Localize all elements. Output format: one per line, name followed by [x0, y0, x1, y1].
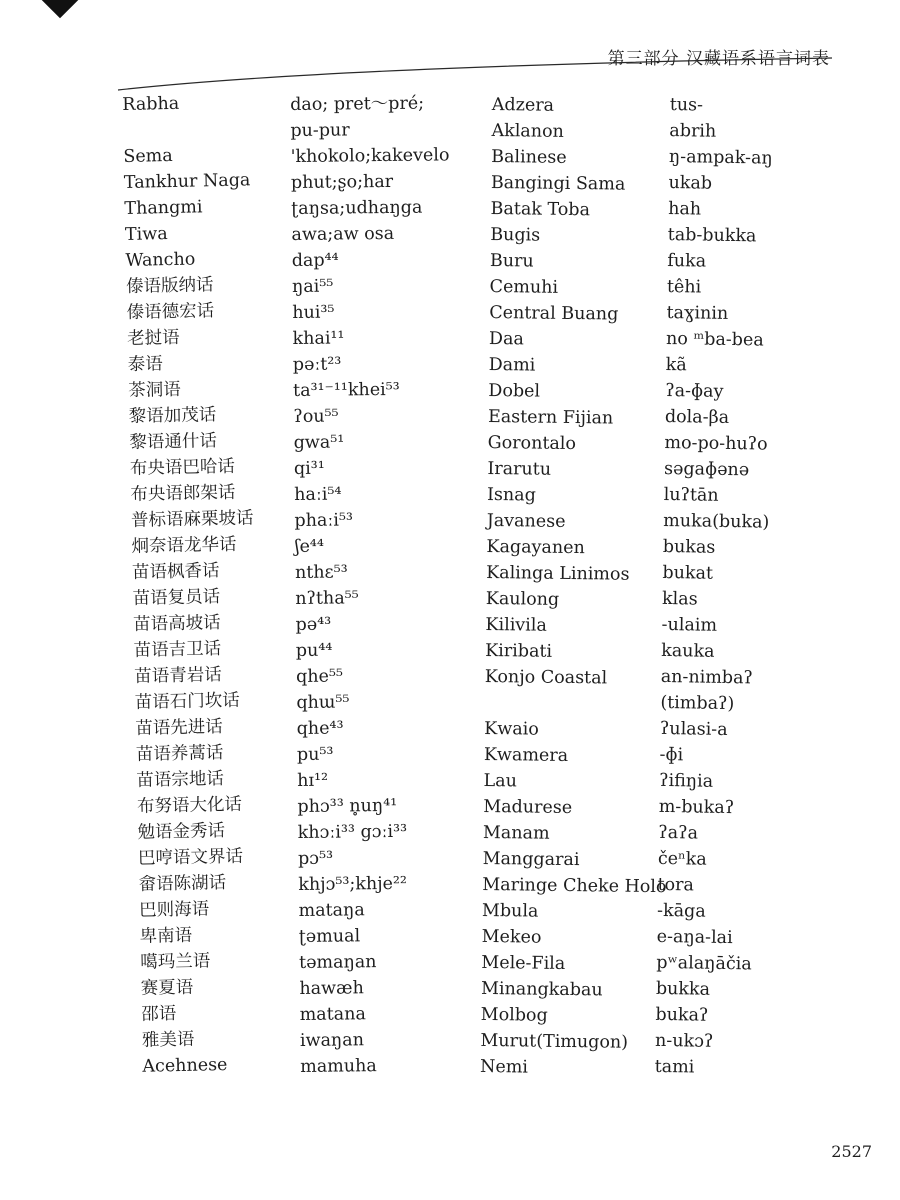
word-form: ʔulasi-a [659, 718, 728, 740]
language-name: 苗语先进话 [135, 717, 224, 739]
language-name: Molbog [480, 1004, 548, 1026]
language-name: 噶玛兰语 [140, 951, 211, 973]
word-form: bukat [662, 562, 714, 584]
word-form: -ulaim [661, 614, 718, 636]
language-name: Buru [489, 250, 534, 272]
language-name: Madurese [483, 796, 573, 819]
word-form: ʈaŋsa;udhaŋga [291, 197, 423, 219]
word-form: ta³¹⁻¹¹khei⁵³ [293, 379, 400, 401]
word-form: pu-pur [290, 120, 350, 141]
word-form: -kāga [656, 900, 706, 922]
language-name: Minangkabau [480, 978, 603, 1001]
word-form: 'khokolo;kakevelo [290, 145, 450, 167]
language-name: Manam [482, 822, 550, 844]
language-name: Kiribati [485, 640, 553, 662]
forms-column-1 [290, 90, 459, 1080]
word-form: pə⁴³ [295, 614, 332, 635]
language-name: Acehnese [142, 1055, 228, 1077]
word-form: nthɛ⁵³ [294, 562, 348, 583]
language-name: 卑南语 [139, 925, 193, 947]
word-form: khai¹¹ [292, 328, 345, 349]
language-name: Irarutu [487, 458, 552, 480]
word-form: hah [668, 198, 702, 220]
word-form: hui³⁵ [292, 302, 335, 323]
word-form: klas [661, 588, 698, 610]
word-form: phut;ʂo;har [290, 171, 394, 193]
language-name: Bugis [490, 224, 541, 246]
word-form: matana [299, 1004, 366, 1025]
word-form: phaːi⁵³ [294, 510, 354, 531]
word-form: ʈəmual [298, 926, 361, 947]
word-form: têhi [666, 276, 702, 298]
forms-column-2 [654, 92, 776, 1082]
language-name: 雅美语 [141, 1029, 195, 1051]
page-number: 2527 [831, 1142, 872, 1161]
language-name: Isnag [486, 484, 537, 506]
language-name: Kalinga Linimos [486, 562, 630, 585]
word-form: nʔtha⁵⁵ [295, 588, 359, 609]
word-form: ʃe⁴⁴ [294, 536, 325, 557]
word-form: dola-βa [664, 406, 730, 428]
word-form: tora [657, 874, 695, 896]
language-name: 苗语枫香话 [131, 561, 220, 583]
word-form: čeⁿka [657, 848, 707, 870]
word-form: hawæh [299, 978, 364, 999]
language-name: 苗语高坡话 [132, 613, 221, 635]
language-name: 苗语石门坎话 [134, 690, 240, 713]
word-form: ʔifiŋia [659, 770, 714, 792]
word-form: khɔːi³³ gɔːi³³ [297, 821, 408, 843]
word-form: e-aŋa-lai [656, 926, 733, 949]
word-form: ŋai⁵⁵ [291, 276, 334, 297]
language-name: Cemuhi [489, 276, 559, 298]
word-form: hɪ¹² [297, 770, 329, 791]
language-name: Nemi [479, 1056, 529, 1078]
language-name: 苗语青岩话 [134, 665, 222, 687]
word-form: abrih [669, 120, 717, 142]
word-form: bukka [655, 978, 711, 1000]
language-name: Aklanon [491, 120, 564, 142]
word-form: ʔou⁵⁵ [293, 406, 339, 427]
language-name: Daa [488, 328, 525, 350]
word-form: phɔ³³ n̥uŋ⁴¹ [297, 795, 398, 817]
word-form: dap⁴⁴ [291, 250, 339, 271]
language-name: Maringe Cheke Holo [482, 874, 667, 898]
language-name: Mele-Fila [481, 952, 566, 974]
word-form: fuka [667, 250, 707, 272]
word-form: (timbaʔ) [660, 692, 735, 715]
word-form: bukaʔ [655, 1004, 709, 1026]
word-form: qhe⁵⁵ [296, 666, 344, 687]
word-form: pəːt²³ [292, 354, 342, 375]
language-name: Thangmi [124, 197, 203, 219]
language-name: 苗语复员话 [132, 587, 221, 609]
language-name: 畲语陈湖话 [138, 872, 227, 895]
word-form: -ɸi [659, 744, 684, 766]
word-form: ŋ-ampak-aŋ [668, 146, 773, 169]
language-name: Kwamera [483, 744, 569, 766]
word-form: khjɔ⁵³;khje²² [298, 873, 408, 895]
word-form: tus- [669, 94, 704, 116]
language-name [123, 115, 250, 144]
language-name: Manggarai [482, 848, 580, 871]
language-name: 苗语养蒿话 [135, 743, 224, 765]
word-form: muka(buka) [663, 510, 770, 533]
language-name: 泰语 [127, 354, 163, 375]
language-name: 苗语宗地话 [136, 769, 225, 791]
word-form: qhe⁴³ [296, 718, 344, 739]
language-name: Rabha [122, 93, 180, 115]
word-form: luʔtān [663, 484, 719, 506]
word-form: m-bukaʔ [658, 796, 735, 819]
language-name: Tiwa [124, 224, 168, 245]
language-name: 傣语版纳话 [125, 275, 214, 297]
language-name: Batak Toba [490, 198, 591, 221]
word-form: kauka [661, 640, 715, 662]
word-form: n-ukɔʔ [654, 1030, 714, 1052]
word-form: ukab [668, 172, 713, 194]
language-name: 苗语吉卫话 [133, 639, 222, 661]
word-form: tab-bukka [667, 224, 757, 247]
word-form: pɔ⁵³ [297, 848, 334, 869]
word-form: təmaŋan [299, 952, 377, 973]
language-name: 老挝语 [126, 327, 180, 349]
word-form: pʷalaŋāčia [656, 952, 752, 975]
word-form: an-nimbaʔ [660, 666, 754, 689]
word-form: mamuha [300, 1056, 377, 1077]
language-name: Konjo Coastal [484, 666, 608, 689]
language-name: Balinese [491, 146, 567, 168]
word-form: gwa⁵¹ [293, 432, 345, 453]
language-column-1 [122, 89, 269, 1079]
word-form: haːi⁵⁴ [294, 484, 342, 505]
word-form: iwaŋan [299, 1030, 365, 1051]
word-form: tami [654, 1056, 695, 1078]
language-name: Lau [483, 770, 518, 792]
language-name: Sema [123, 145, 173, 167]
language-name: 赛夏语 [140, 977, 194, 999]
language-name: 勉语金秀话 [137, 821, 226, 843]
language-name: Javanese [486, 510, 566, 532]
language-name: Kwaio [484, 718, 539, 740]
word-form: ʔa-ɸay [665, 380, 724, 402]
word-form: pu⁵³ [296, 744, 334, 765]
word-form: dao; pret～pré; [290, 93, 425, 115]
language-name: 黎语通什话 [129, 431, 218, 453]
language-name: 布央语郎架话 [130, 482, 236, 505]
language-name: Mbula [481, 900, 539, 922]
language-name: Eastern Fijian [487, 406, 614, 429]
word-form: bukas [662, 536, 716, 558]
language-name: 茶洞语 [128, 379, 181, 401]
language-name [484, 690, 668, 718]
language-name: 炯奈语龙华话 [131, 534, 237, 557]
language-name: 普标语麻栗坡话 [130, 508, 254, 531]
language-name: Kaulong [485, 588, 560, 610]
language-name: Central Buang [489, 302, 619, 325]
word-form: qi³¹ [293, 458, 325, 479]
language-name: Tankhur Naga [123, 170, 251, 193]
running-header: 第三部分 汉藏语系语言词表 [607, 49, 830, 69]
word-form: səgaɸənə [663, 458, 750, 481]
language-name: 黎语加茂话 [128, 405, 217, 427]
word-form: no ᵐba-bea [665, 328, 764, 351]
language-name: Murut(Timugon) [480, 1030, 629, 1053]
language-name: Dobel [488, 380, 541, 402]
word-form: qhɯ⁵⁵ [296, 692, 350, 713]
language-name: Kagayanen [486, 536, 585, 559]
word-form: kã [665, 354, 687, 376]
word-form: taɣinin [666, 302, 729, 324]
language-name: Bangingi Sama [490, 172, 626, 195]
language-name: Gorontalo [487, 432, 577, 455]
language-name: 傣语德宏话 [126, 301, 215, 323]
word-form: awa;aw osa [291, 223, 395, 245]
word-form: mataŋa [298, 900, 365, 921]
language-name: 巴哼语文界话 [137, 846, 244, 869]
language-name: Wancho [125, 249, 196, 271]
language-name: Dami [488, 354, 536, 376]
language-name: 邵语 [141, 1004, 177, 1025]
language-name: 巴则海语 [138, 899, 210, 921]
word-form: mo-po-huʔo [664, 432, 768, 455]
language-column-2 [480, 92, 676, 1082]
language-name: Adzera [491, 94, 555, 116]
word-form: ʔaʔa [658, 822, 699, 844]
word-form: pu⁴⁴ [295, 640, 333, 661]
language-name: Kilivila [485, 614, 547, 636]
language-name: Mekeo [481, 926, 542, 948]
language-name: 布央语巴哈话 [129, 456, 236, 479]
language-name: 布努语大化话 [136, 794, 243, 817]
